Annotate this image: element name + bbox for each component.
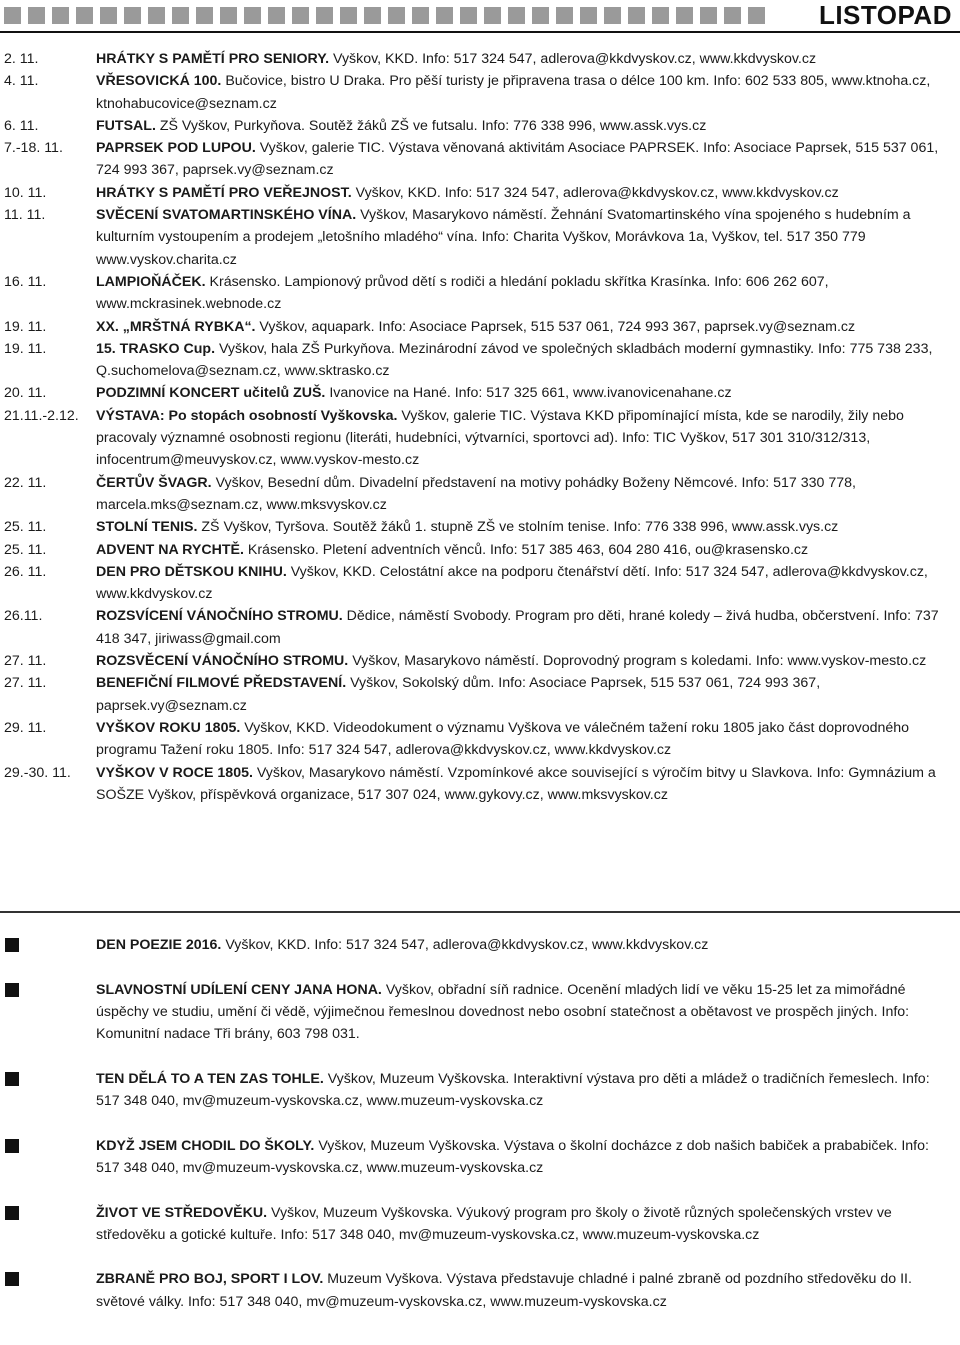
permanent-item: [0, 1135, 960, 1180]
bullet-square-icon: [0, 1135, 96, 1180]
event-title: PODZIMNÍ KONCERT učitelů ZUŠ.: [96, 385, 326, 402]
event-title: ČERTŮV ŠVAGR.: [96, 474, 212, 491]
square-icon: [268, 7, 285, 24]
bullet-square-icon: [0, 934, 96, 956]
event-date: 29.-30. 11.: [4, 764, 71, 781]
event-date: 4. 11.: [4, 73, 39, 90]
permanent-item: [0, 934, 960, 956]
permanent-body: [96, 1068, 960, 1113]
event-title: XX. „MRŠTNÁ RYBKA“.: [96, 318, 256, 335]
event-title: VYŠKOV V ROCE 1805.: [96, 764, 253, 781]
header-divider: [0, 31, 960, 33]
permanent-body: [96, 1268, 960, 1313]
permanent-item: [0, 1202, 960, 1247]
event-date: 19. 11.: [4, 340, 47, 357]
event-text: Vyškov, Besední dům. Divadelní představení na motivy pohádky Boženy Němcové. Info: 517 330 778, marcela.mks@seznam.cz, www.mksvyskov.cz: [96, 474, 856, 513]
permanent-item: [0, 979, 960, 1046]
square-icon: [652, 7, 669, 24]
square-icon: [148, 7, 165, 24]
section-divider: [0, 911, 960, 913]
event-date: 29. 11.: [4, 719, 47, 736]
event-body: [96, 48, 960, 70]
event-text: Vyškov, KKD. Info: 517 324 547, adlerova@kkdvyskov.cz, www.kkdvyskov.cz: [329, 51, 817, 67]
event-text: Vyškov, KKD. Celostátní akce na podporu čtenářství dětí. Info: 517 324 547, adlerova@kkdvyskov.cz, www.kkdvyskov.cz: [96, 563, 928, 603]
square-icon: [364, 7, 381, 24]
square-icon: [100, 7, 117, 24]
event-date: 10. 11.: [4, 184, 47, 201]
event-text: Krásensko. Pletení adventních věnců. Info: 517 385 463, 604 280 416, ou@krasensko.cz: [243, 541, 809, 558]
square-icon: [412, 7, 429, 24]
square-icon: [580, 7, 597, 24]
event-date: 27. 11.: [4, 675, 47, 692]
event-row: [0, 472, 960, 517]
event-row: [0, 762, 960, 807]
event-row: [0, 115, 960, 137]
event-date: 22. 11.: [4, 474, 47, 491]
event-body: [96, 605, 960, 650]
event-row: [0, 48, 960, 70]
event-text: Vyškov, hala ZŠ Purkyňova. Mezinárodní závod ve společných skladbách moderní gymnastiky. Info: 775 738 233, Q.suchomelova@seznam.cz, www.sktrasko.cz: [96, 340, 933, 380]
event-text: Dědice, náměstí Svobody. Program pro děti, hrané koledy – živá hudba, občerstvení. Info: 737 418 347, jiriwass@gmail.com: [96, 608, 939, 647]
event-body: [96, 204, 960, 271]
event-row: [0, 338, 960, 383]
permanent-text: Muzeum Vyškova. Výstava představuje chladné i palné zbraně od pozdního středověku do II. světové války. Info: 517 348 040, mv@muzeum-vyskovska.cz, www.muzeum-vyskovska.cz: [96, 1271, 912, 1310]
event-title: STOLNÍ TENIS.: [96, 519, 198, 536]
event-date: 26. 11.: [4, 563, 47, 580]
event-body: [96, 316, 960, 338]
event-body: [96, 137, 960, 182]
bullet-square-icon: [0, 1268, 96, 1313]
event-text: Vyškov, KKD. Info: 517 324 547, adlerova@kkdvyskov.cz, www.kkdvyskov.cz: [351, 184, 839, 201]
permanent-title: KDYŽ JSEM CHODIL DO ŠKOLY.: [96, 1137, 315, 1154]
square-icon: [484, 7, 501, 24]
event-date: 6. 11.: [4, 117, 39, 134]
event-row: [0, 382, 960, 404]
event-row: [0, 717, 960, 762]
permanent-body: [96, 1202, 960, 1247]
event-date: 27. 11.: [4, 653, 47, 670]
event-date: 19. 11.: [4, 318, 47, 335]
square-icon: [604, 7, 621, 24]
event-title: ROZSVÍCENÍ VÁNOČNÍHO STROMU.: [96, 608, 343, 625]
event-row: [0, 561, 960, 606]
permanent-text: Vyškov, obřadní síň radnice. Ocenění mladých lidí ve věku 15-25 let za mimořádné úspěchy ve studiu, umění či vědě, výjimečnou řemeslnou dovednost nebo osobní statečnost a obětavost ve prospěch jiných. Info: Komunitní nadace Tři brány, 603 798 031.: [96, 981, 910, 1043]
permanent-item: [0, 1268, 960, 1313]
event-body: [96, 472, 960, 517]
square-icon: [388, 7, 405, 24]
event-title: ROZSVĚCENÍ VÁNOČNÍHO STROMU.: [96, 653, 349, 670]
square-icon: [700, 7, 717, 24]
square-icon: [724, 7, 741, 24]
event-row: [0, 70, 960, 115]
permanent-text: Vyškov, Muzeum Vyškovska. Výstava o školní docházce z dob našich babiček a prababiček. Info: 517 348 040, mv@muzeum-vyskovska.cz, www.muzeum-vyskovska.cz: [96, 1137, 929, 1176]
event-date: 11. 11.: [4, 207, 46, 224]
square-icon: [532, 7, 549, 24]
event-text: Krásensko. Lampionový průvod dětí s rodiči a hledání pokladu skřítka Krasínka. Info: 606 262 607, www.mckrasinek.webnode.cz: [96, 273, 829, 313]
event-text: Ivanovice na Hané. Info: 517 325 661, www.ivanovicenahane.cz: [325, 385, 732, 402]
bullet-square-icon: [0, 979, 96, 1046]
event-body: [96, 405, 960, 472]
event-date: 20. 11.: [4, 385, 47, 402]
event-text: Vyškov, Masarykovo náměstí. Doprovodný program s koledami. Info: www.vyskov-mesto.cz: [348, 653, 927, 670]
event-row: [0, 516, 960, 538]
event-body: [96, 70, 960, 115]
square-icon: [196, 7, 213, 24]
event-text: Vyškov, KKD. Videodokument o významu Vyškova ve válečném tažení roku 1805 jako část doprovodného programu Tažení roku 1805. Info: 517 324 547, adlerova@kkdvyskov.cz, www.kkdvyskov.cz: [96, 719, 910, 759]
event-row: [0, 182, 960, 204]
event-row: [0, 405, 960, 472]
event-body: [96, 182, 960, 204]
square-icon: [4, 7, 21, 24]
square-icon: [340, 7, 357, 24]
event-body: [96, 382, 960, 404]
event-body: [96, 271, 960, 316]
event-body: [96, 762, 960, 807]
event-date: 25. 11.: [4, 541, 47, 558]
permanent-text: Vyškov, KKD. Info: 517 324 547, adlerova@kkdvyskov.cz, www.kkdvyskov.cz: [221, 937, 709, 953]
square-icon: [244, 7, 261, 24]
event-text: Bučovice, bistro U Draka. Pro pěší turisty je připravena trasa o délce 100 km. Info: 602 533 805, www.ktnoha.cz, ktnohabucovice@seznam.cz: [96, 73, 931, 112]
square-icon: [292, 7, 309, 24]
event-row: [0, 605, 960, 650]
square-icon: [676, 7, 693, 24]
event-row: [0, 204, 960, 271]
event-title: VYŠKOV ROKU 1805.: [96, 719, 241, 736]
event-date: 25. 11.: [4, 519, 47, 536]
permanent-body: [96, 979, 960, 1046]
permanent-body: [96, 934, 960, 956]
event-title: 15. TRASKO Cup.: [96, 340, 216, 357]
event-text: Vyškov, Masarykovo náměstí. Vzpomínkové akce související s výročím bitvy u Slavkova. Info: Gymnázium a SOŠZE Vyškov, příspěvková organizace, 517 307 024, www.gykovy.cz, www.mksvyskov.cz: [96, 764, 936, 803]
permanent-title: SLAVNOSTNÍ UDÍLENÍ CENY JANA HONA.: [96, 981, 382, 998]
event-text: Vyškov, Sokolský dům. Info: Asociace Paprsek, 515 537 061, 724 993 367, paprsek.vy@seznam.cz: [96, 675, 821, 714]
square-icon: [460, 7, 477, 24]
bullet-square-icon: [0, 1202, 96, 1247]
square-icon: [220, 7, 237, 24]
permanent-text: Vyškov, Muzeum Vyškovska. Interaktivní výstava pro děti a mládež o tradičních řemeslech. Info: 517 348 040, mv@muzeum-vyskovska.cz, www.muzeum-vyskovska.cz: [96, 1070, 930, 1110]
square-icon: [628, 7, 645, 24]
event-title: SVĚCENÍ SVATOMARTINSKÉHO VÍNA.: [96, 207, 357, 224]
square-icon: [436, 7, 453, 24]
event-list: [0, 48, 960, 806]
event-body: [96, 717, 960, 762]
event-row: [0, 650, 960, 672]
event-body: [96, 650, 960, 672]
event-title: VŘESOVICKÁ 100.: [96, 73, 222, 90]
event-body: [96, 539, 960, 561]
event-row: [0, 271, 960, 316]
permanent-title: DEN POEZIE 2016.: [96, 937, 222, 953]
event-title: PAPRSEK POD LUPOU.: [96, 140, 256, 157]
square-icon: [124, 7, 141, 24]
permanent-title: TEN DĚLÁ TO A TEN ZAS TOHLE.: [96, 1070, 324, 1087]
event-text: Vyškov, Masarykovo náměstí. Žehnání Svatomartinského vína spojeného s hudebním a kulturním vystoupením a prodejem „letošního mladého“ vína. Info: Charita Vyškov, Morávkova 1a, Vyškov, tel. 517 350 779 www.vyskov.charita.cz: [96, 207, 911, 268]
permanent-item: [0, 1068, 960, 1113]
permanent-title: ŽIVOT VE STŘEDOVĚKU.: [96, 1204, 268, 1221]
event-title: HRÁTKY S PAMĚTÍ PRO VEŘEJNOST.: [96, 184, 352, 201]
event-title: BENEFIČNÍ FILMOVÉ PŘEDSTAVENÍ.: [96, 675, 347, 692]
event-title: HRÁTKY S PAMĚTÍ PRO SENIORY.: [96, 51, 330, 67]
event-row: [0, 672, 960, 717]
square-icon: [76, 7, 93, 24]
event-date: 21.11.-2.12.: [4, 407, 79, 424]
square-icon: [748, 7, 765, 24]
event-title: LAMPIOŇÁČEK.: [96, 273, 206, 290]
square-icon: [316, 7, 333, 24]
permanent-body: [96, 1135, 960, 1180]
square-icon: [28, 7, 45, 24]
square-icon: [52, 7, 69, 24]
event-text: ZŠ Vyškov, Tyršova. Soutěž žáků 1. stupně ZŠ ve stolním tenise. Info: 776 338 996, www.assk.vys.cz: [197, 519, 839, 536]
event-title: ADVENT NA RYCHTĚ.: [96, 541, 244, 558]
event-row: [0, 316, 960, 338]
event-body: [96, 672, 960, 717]
page-title: LISTOPAD: [818, 0, 952, 30]
event-date: 26.11.: [4, 608, 43, 625]
square-icon: [556, 7, 573, 24]
square-icon: [508, 7, 525, 24]
event-date: 2. 11.: [4, 51, 39, 67]
event-text: Vyškov, galerie TIC. Výstava věnovaná aktivitám Asociace PAPRSEK. Info: Asociace Paprsek, 515 537 061, 724 993 367, paprsek.vy@seznam.cz: [96, 140, 939, 179]
square-icon: [172, 7, 189, 24]
event-title: FUTSAL.: [96, 117, 156, 134]
event-date: 7.-18. 11.: [4, 140, 63, 157]
event-text: Vyškov, galerie TIC. Výstava KKD připomínající místa, kde se narodily, žily nebo pracovaly významné osobnosti regionu (literáti, hudebníci, výtvarníci, sportovci ad). Info: TIC Vyškov, 517 301 310/312/313, infocentrum@meuvyskov.cz, www.vyskov-mesto.cz: [96, 407, 904, 469]
permanent-event-list: [0, 934, 960, 1335]
event-row: [0, 137, 960, 182]
event-text: ZŠ Vyškov, Purkyňova. Soutěž žáků ZŠ ve futsalu. Info: 776 338 996, www.assk.vys.cz: [155, 117, 707, 134]
event-text: Vyškov, aquapark. Info: Asociace Paprsek, 515 537 061, 724 993 367, paprsek.vy@seznam.cz: [255, 318, 856, 335]
event-body: [96, 561, 960, 606]
decorative-squares: [4, 7, 765, 24]
permanent-title: ZBRANĚ PRO BOJ, SPORT I LOV.: [96, 1271, 324, 1288]
page-header: [0, 0, 960, 36]
event-date: 16. 11.: [4, 273, 47, 290]
event-body: [96, 516, 960, 538]
permanent-text: Vyškov, Muzeum Vyškovska. Výukový program pro školy o životě různých společenských vrstev ve středověku a gotické kultuře. Info: 517 348 040, mv@muzeum-vyskovska.cz, www.muzeum-vyskovska.cz: [96, 1204, 892, 1243]
bullet-square-icon: [0, 1068, 96, 1113]
event-row: [0, 539, 960, 561]
event-body: [96, 115, 960, 137]
event-title: DEN PRO DĚTSKOU KNIHU.: [96, 563, 287, 580]
event-title: VÝSTAVA: Po stopách osobností Vyškovska.: [96, 407, 398, 424]
event-body: [96, 338, 960, 383]
